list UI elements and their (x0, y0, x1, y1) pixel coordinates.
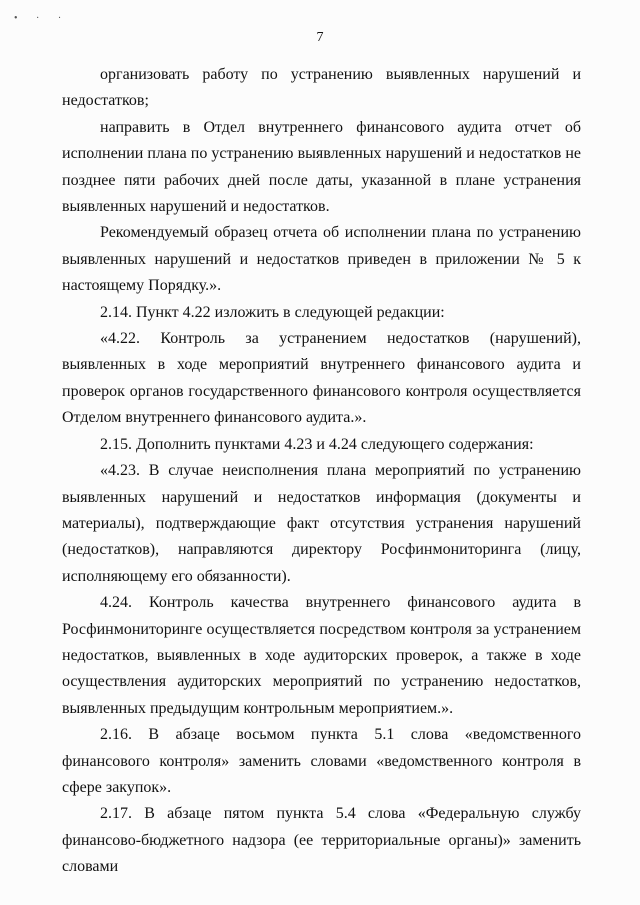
paragraph-4-22: «4.22. Контроль за устранением недостатков (нарушений), выявленных в ходе мероприятий внутреннего финансового аудита и проверок органов государственного финансового контроля осуществляется Отделом внутреннего финансового аудита.». (62, 330, 581, 427)
paragraph-organize: организовать работу по устранению выявленных нарушений и недостатков; (62, 66, 581, 110)
paragraph-2-15: 2.15. Дополнить пунктами 4.23 и 4.24 следующего содержания: (100, 435, 534, 453)
paragraph-send-report: направить в Отдел внутреннего финансового аудита отчет об исполнении плана по устранению выявленных нарушений и недостатков не позднее пяти рабочих дней после даты, указанной в плане устранения выявленных нарушений и недостатков. (62, 118, 581, 216)
page-number: 7 (316, 30, 324, 45)
corner-marks: • · · (14, 13, 70, 24)
paragraph-2-16: 2.16. В абзаце восьмом пункта 5.1 слова «ведомственного финансового контроля» заменить словами «ведомственного контроля в сфере закупок». (62, 726, 581, 796)
paragraph-recommended-sample: Рекомендуемый образец отчета об исполнении плана по устранению выявленных нарушений и недостатков приведен в приложении № 5 к настоящему Порядку.». (62, 224, 581, 295)
document-body (62, 62, 581, 881)
paragraph-4-24: 4.24. Контроль качества внутреннего финансового аудита в Росфинмониторинге осуществляется посредством контроля за устранением недостатков, выявленных в ходе аудиторских проверок, а также в ходе осуществления аудиторских мероприятий по устранению недостатков, выявленных предыдущим контрольным мероприятием.». (62, 594, 581, 717)
paragraph-4-23: «4.23. В случае неисполнения плана мероприятий по устранению выявленных нарушений и недостатков информация (документы и материалы), подтверждающие факт отсутствия устранения нарушений (недостатков), направляются директору Росфинмониторинга (лицу, исполняющему его обязанности). (62, 462, 581, 585)
paragraph-2-14: 2.14. Пункт 4.22 изложить в следующей редакции: (100, 303, 445, 321)
paragraph-2-17: 2.17. В абзаце пятом пункта 5.4 слова «Федеральную службу финансово-бюджетного надзора (ее территориальные органы)» заменить словами (62, 805, 581, 876)
